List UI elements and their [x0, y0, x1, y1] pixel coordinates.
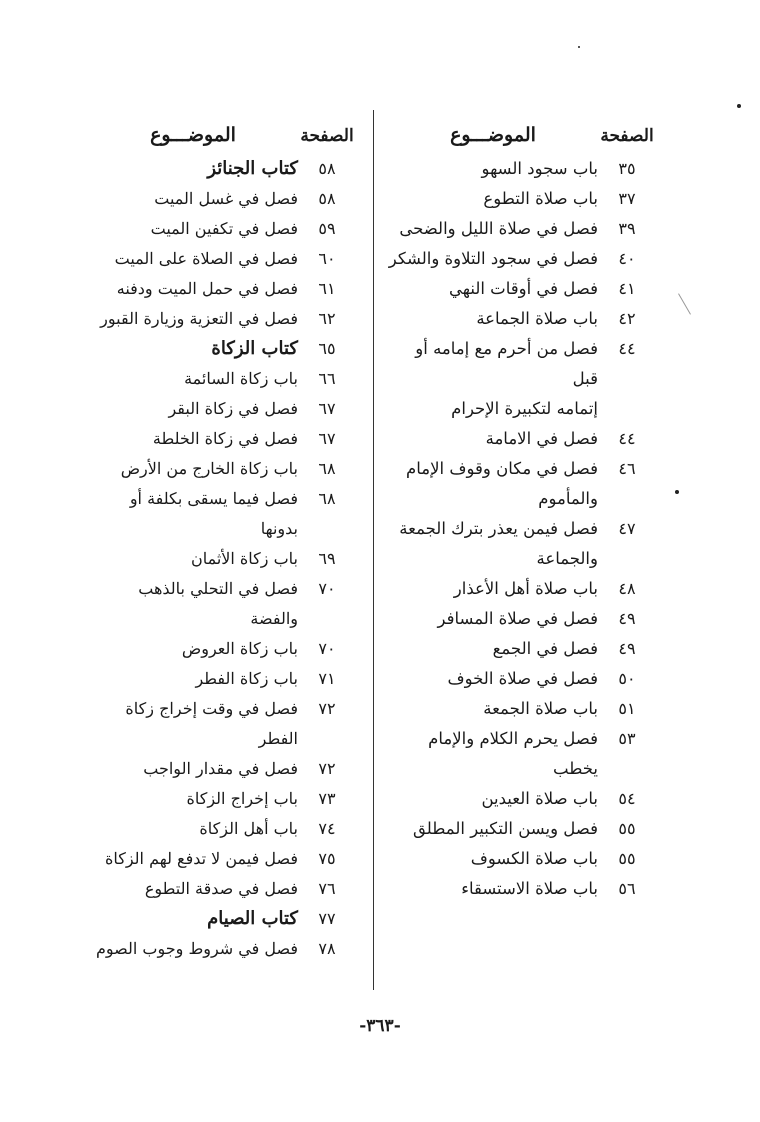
- entry-title: باب زكاة الخارج من الأرض: [120, 459, 298, 478]
- entry-page-number: ٦٧: [318, 399, 336, 418]
- entry-page-number: ٤٢: [618, 309, 636, 328]
- index-entry-row: [88, 694, 356, 754]
- index-entry-row: [88, 814, 356, 844]
- entry-page-number: ٦٦: [318, 369, 336, 388]
- entry-title: كتاب الزكاة: [211, 338, 298, 359]
- index-entry-row: [388, 274, 656, 304]
- index-entry-row: [88, 454, 356, 484]
- entry-title: فصل فيما يسقى بكلفة أو بدونها: [129, 489, 298, 538]
- entry-title: باب صلاة الكسوف: [470, 849, 598, 868]
- entry-topic: [88, 694, 298, 754]
- entry-page-number: ٦١: [318, 279, 336, 298]
- entry-topic: [88, 484, 298, 544]
- entry-page-number: ٥٨: [318, 159, 336, 178]
- entry-page-number: ٦٢: [318, 309, 336, 328]
- index-entry-row: [88, 274, 356, 304]
- entry-page-number: ٦٨: [318, 489, 336, 508]
- entry-topic: [88, 304, 298, 334]
- entry-title: باب زكاة السائمة: [184, 369, 298, 388]
- index-entry-row: [88, 484, 356, 544]
- index-entry-row: [88, 634, 356, 664]
- index-entry-row: [88, 244, 356, 274]
- entry-page-number: ٦٥: [318, 339, 336, 358]
- entry-title: باب صلاة الجمعة: [483, 699, 598, 718]
- entry-topic: [388, 454, 598, 514]
- entry-title: فصل في الامامة: [485, 429, 598, 448]
- entry-page-number: ٧٨: [318, 939, 336, 958]
- entry-page-number: ٥٥: [618, 849, 636, 868]
- entry-title: فصل في زكاة الخلطة: [152, 429, 298, 448]
- entry-topic: [88, 574, 298, 634]
- entry-title: فصل في غسل الميت: [154, 189, 298, 208]
- entry-topic: [88, 364, 298, 394]
- entry-page-number: ٧٠: [318, 639, 336, 658]
- entry-topic: [88, 154, 298, 184]
- entry-title: فصل من أحرم مع إمامه أو قبل: [415, 339, 598, 388]
- index-entry-row: [388, 874, 656, 904]
- entry-page-number: ٣٥: [618, 159, 636, 178]
- index-entry-row: [388, 334, 656, 424]
- index-entry-row: [88, 574, 356, 634]
- entry-title: فصل في وقت إخراج زكاة الفطر: [125, 699, 298, 748]
- index-entry-row: [88, 934, 356, 964]
- entry-topic: [88, 274, 298, 304]
- entry-page-number: ٦٧: [318, 429, 336, 448]
- entry-topic: [88, 814, 298, 844]
- index-column-right: [388, 100, 656, 904]
- scan-speck: [675, 490, 679, 494]
- index-book-heading-row: [88, 334, 356, 364]
- index-entry-row: [388, 304, 656, 334]
- scan-speck: [578, 46, 580, 48]
- entry-topic: [388, 424, 598, 454]
- entry-title: باب زكاة الفطر: [195, 669, 298, 688]
- index-entry-row: [388, 184, 656, 214]
- entry-title: كتاب الصيام: [207, 908, 298, 929]
- index-entry-row: [388, 664, 656, 694]
- index-entry-row: [388, 724, 656, 784]
- entry-page-number: ٥١: [618, 699, 636, 718]
- entry-topic: [88, 784, 298, 814]
- entry-title: فصل في مقدار الواجب: [143, 759, 298, 778]
- entry-topic: [88, 394, 298, 424]
- column-divider: [373, 110, 374, 990]
- entry-title: فصل في حمل الميت ودفنه: [116, 279, 298, 298]
- entry-title: باب زكاة العروض: [181, 639, 298, 658]
- entry-title: باب إخراج الزكاة: [186, 789, 298, 808]
- entry-page-number: ٥٩: [318, 219, 336, 238]
- entry-topic: [388, 154, 598, 184]
- entry-topic: [388, 694, 598, 724]
- entry-title: فصل في صلاة الخوف: [447, 669, 598, 688]
- index-entry-row: [388, 454, 656, 514]
- entry-topic: [88, 334, 298, 364]
- entry-topic: [88, 454, 298, 484]
- index-entry-row: [88, 214, 356, 244]
- entry-topic: [88, 424, 298, 454]
- entry-topic: [88, 904, 298, 934]
- entry-topic: [388, 244, 598, 274]
- entry-topic: [388, 634, 598, 664]
- entry-page-number: ٦٨: [318, 459, 336, 478]
- entry-page-number: ٤٨: [618, 579, 636, 598]
- entry-topic: [388, 874, 598, 904]
- entry-title-continuation: والمأموم: [538, 489, 598, 508]
- entry-title: باب سجود السهو: [481, 159, 598, 178]
- entry-page-number: ٧١: [318, 669, 336, 688]
- entry-topic: [88, 844, 298, 874]
- entry-title: باب صلاة الاستسقاء: [461, 879, 598, 898]
- entry-topic: [88, 214, 298, 244]
- entry-page-number: ٧٠: [318, 579, 336, 598]
- entry-page-number: ٧٤: [318, 819, 336, 838]
- entry-title: فصل في مكان وقوف الإمام: [406, 459, 598, 478]
- page-column-heading: الصفحة: [600, 126, 654, 146]
- entry-title: فصل في تكفين الميت: [150, 219, 298, 238]
- entry-page-number: ٥٣: [618, 729, 636, 748]
- column-header: [388, 100, 656, 146]
- entry-topic: [388, 214, 598, 244]
- entry-topic: [88, 634, 298, 664]
- entry-topic: [388, 814, 598, 844]
- column-header: [88, 100, 356, 146]
- entry-title: فصل في صدقة التطوع: [144, 879, 298, 898]
- entry-page-number: ٤٤: [618, 339, 636, 358]
- index-entry-row: [88, 394, 356, 424]
- entry-title: فصل يحرم الكلام والإمام: [428, 729, 598, 748]
- entry-page-number: ٤٩: [618, 639, 636, 658]
- entry-topic: [88, 874, 298, 904]
- index-entry-row: [388, 574, 656, 604]
- page-column-heading: الصفحة: [300, 126, 354, 146]
- index-entry-row: [88, 424, 356, 454]
- entry-page-number: ٦٩: [318, 549, 336, 568]
- entry-topic: [388, 844, 598, 874]
- entry-topic: [388, 574, 598, 604]
- scan-speck: [737, 104, 741, 108]
- entry-title: باب صلاة أهل الأعذار: [453, 579, 598, 598]
- entry-page-number: ٥٨: [318, 189, 336, 208]
- page-number: -٣٦٣-: [359, 1016, 401, 1036]
- index-entry-row: [88, 184, 356, 214]
- topic-column-heading: الموضـــوع: [450, 124, 536, 146]
- entry-topic: [388, 664, 598, 694]
- entry-title: فصل ويسن التكبير المطلق: [413, 819, 598, 838]
- index-entry-row: [388, 244, 656, 274]
- index-entry-row: [88, 784, 356, 814]
- index-book-heading-row: [88, 904, 356, 934]
- entry-topic: [88, 934, 298, 964]
- entry-topic: [388, 304, 598, 334]
- entry-title: فصل فيمن يعذر بترك الجمعة: [399, 519, 598, 538]
- index-entry-row: [88, 364, 356, 394]
- entry-topic: [388, 334, 598, 424]
- index-entry-row: [388, 634, 656, 664]
- entry-topic: [388, 784, 598, 814]
- entry-title: باب صلاة العيدين: [481, 789, 598, 808]
- entry-title: فصل في التحلي بالذهب والفضة: [138, 579, 298, 628]
- entry-title: فصل في زكاة البقر: [168, 399, 298, 418]
- index-entry-row: [88, 304, 356, 334]
- entry-title: باب صلاة الجماعة: [476, 309, 598, 328]
- entry-topic: [388, 184, 598, 214]
- entry-title: فصل في شروط وجوب الصوم: [95, 939, 298, 958]
- entry-page-number: ٧٧: [318, 909, 336, 928]
- index-entry-row: [388, 784, 656, 814]
- entry-page-number: ٧٦: [318, 879, 336, 898]
- entry-page-number: ٣٩: [618, 219, 636, 238]
- entry-topic: [388, 514, 598, 574]
- scan-mark: [678, 293, 691, 314]
- entry-topic: [388, 724, 598, 784]
- index-entry-row: [388, 814, 656, 844]
- entry-title: فصل فيمن لا تدفع لهم الزكاة: [104, 849, 298, 868]
- entry-title: فصل في الصلاة على الميت: [114, 249, 298, 268]
- entry-page-number: ٤٦: [618, 459, 636, 478]
- entry-page-number: ٥٥: [618, 819, 636, 838]
- index-rows: [88, 154, 356, 964]
- entry-title: فصل في سجود التلاوة والشكر: [388, 249, 598, 268]
- entry-title: فصل في صلاة المسافر: [437, 609, 598, 628]
- entry-page-number: ٧٣: [318, 789, 336, 808]
- entry-page-number: ٥٤: [618, 789, 636, 808]
- entry-title: فصل في صلاة الليل والضحى: [399, 219, 598, 238]
- entry-page-number: ٤٤: [618, 429, 636, 448]
- index-entry-row: [388, 214, 656, 244]
- entry-title: باب أهل الزكاة: [199, 819, 298, 838]
- entry-topic: [88, 244, 298, 274]
- index-entry-row: [388, 694, 656, 724]
- entry-topic: [388, 274, 598, 304]
- entry-page-number: ٧٢: [318, 759, 336, 778]
- entry-page-number: ٥٦: [618, 879, 636, 898]
- entry-page-number: ٤٩: [618, 609, 636, 628]
- index-rows: [388, 154, 656, 904]
- entry-title-continuation: إتمامه لتكبيرة الإحرام: [451, 399, 598, 418]
- entry-title-continuation: والجماعة: [536, 549, 598, 568]
- entry-page-number: ٣٧: [618, 189, 636, 208]
- index-entry-row: [88, 844, 356, 874]
- index-column-left: [88, 100, 356, 964]
- entry-title: فصل في الجمع: [492, 639, 598, 658]
- entry-page-number: ٧٢: [318, 699, 336, 718]
- entry-topic: [88, 184, 298, 214]
- entry-page-number: ٧٥: [318, 849, 336, 868]
- entry-title: فصل في أوقات النهي: [448, 279, 598, 298]
- index-entry-row: [88, 544, 356, 574]
- entry-page-number: ٤٠: [618, 249, 636, 268]
- entry-topic: [388, 604, 598, 634]
- entry-title: باب زكاة الأثمان: [190, 549, 298, 568]
- entry-title: باب صلاة التطوع: [483, 189, 598, 208]
- index-entry-row: [88, 874, 356, 904]
- index-entry-row: [88, 754, 356, 784]
- entry-page-number: ٤٧: [618, 519, 636, 538]
- entry-page-number: ٤١: [618, 279, 636, 298]
- topic-column-heading: الموضـــوع: [150, 124, 236, 146]
- entry-title: كتاب الجنائز: [207, 158, 298, 179]
- entry-topic: [88, 664, 298, 694]
- entry-page-number: ٥٠: [618, 669, 636, 688]
- entry-page-number: ٦٠: [318, 249, 336, 268]
- index-book-heading-row: [88, 154, 356, 184]
- index-entry-row: [388, 424, 656, 454]
- index-entry-row: [388, 154, 656, 184]
- entry-topic: [88, 754, 298, 784]
- index-entry-row: [388, 514, 656, 574]
- entry-title: فصل في التعزية وزيارة القبور: [100, 309, 298, 328]
- entry-title-continuation: يخطب: [553, 759, 598, 778]
- index-entry-row: [388, 844, 656, 874]
- index-entry-row: [88, 664, 356, 694]
- entry-topic: [88, 544, 298, 574]
- index-entry-row: [388, 604, 656, 634]
